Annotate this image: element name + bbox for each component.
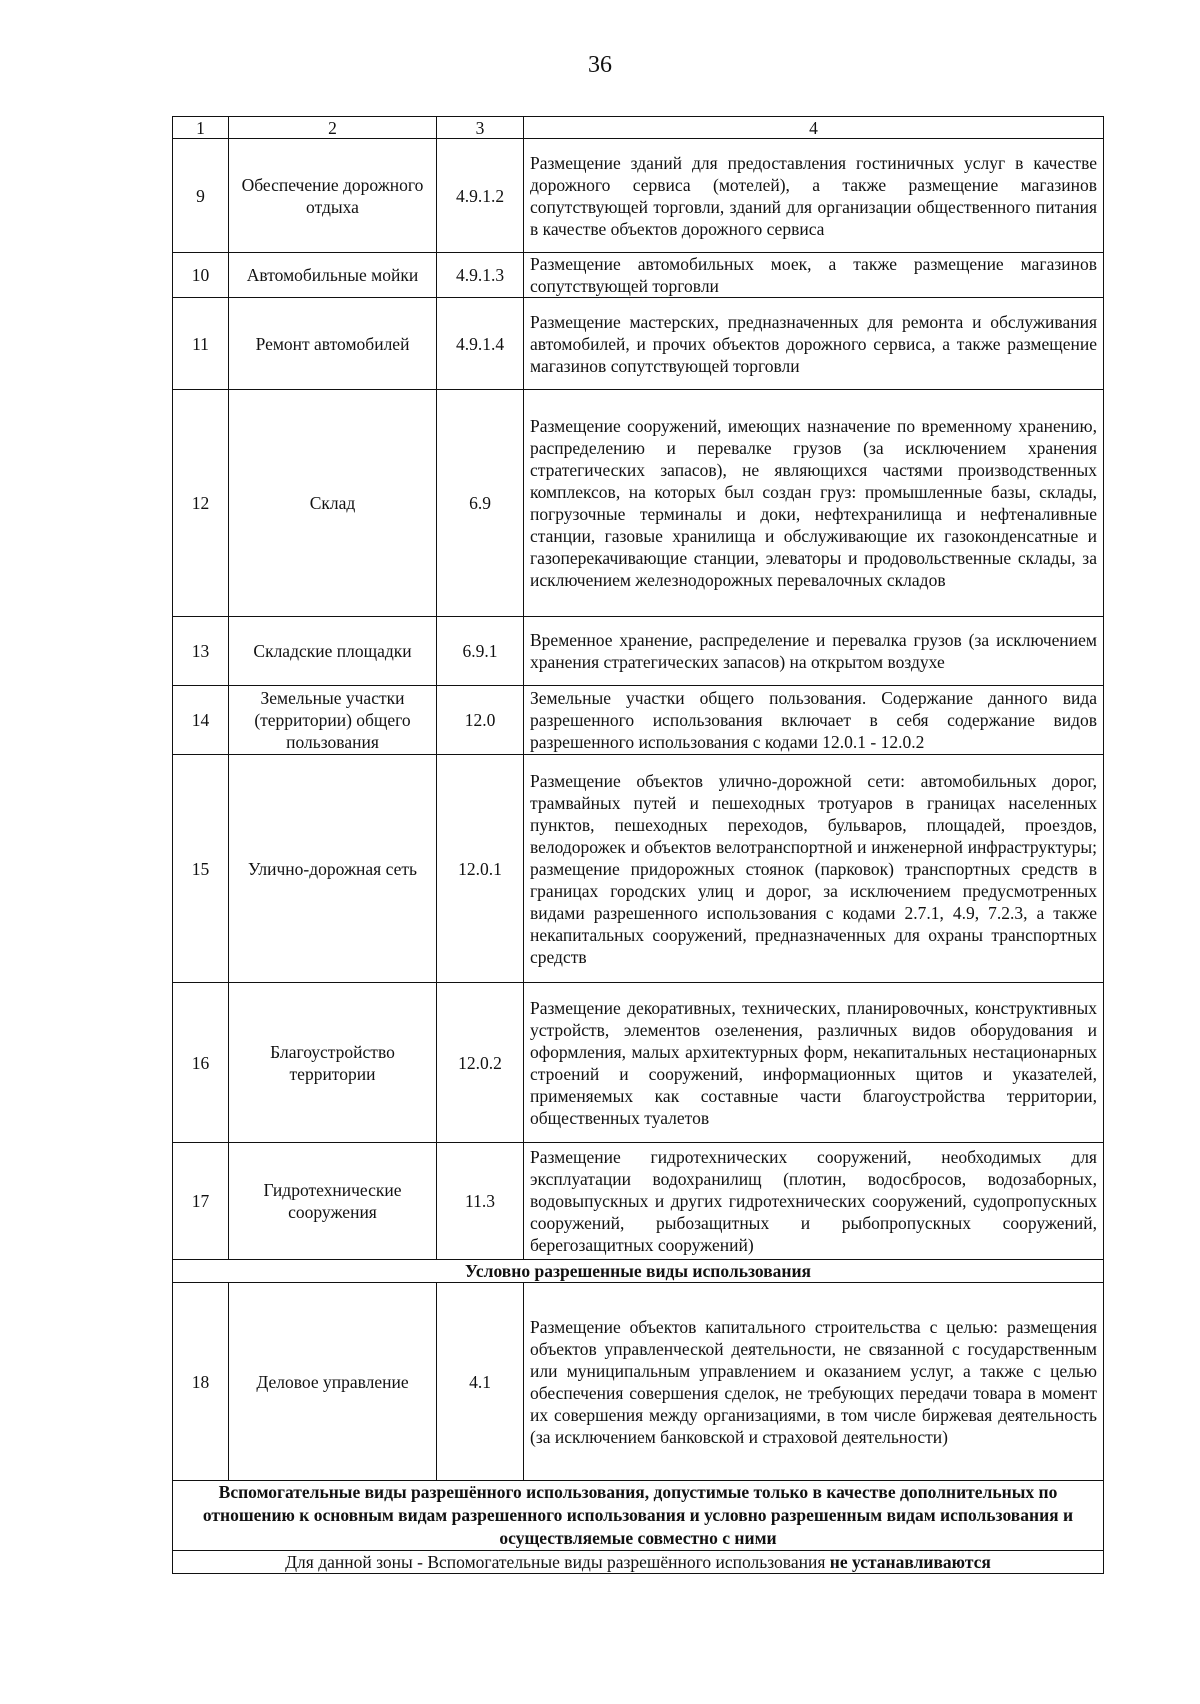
- use-type-code: 12.0.1: [437, 755, 524, 983]
- table-row: [173, 617, 1104, 686]
- use-type-description: Размещение объектов улично-дорожной сети: автомобильных дорог, трамвайных путей и пешеходных тротуаров в границах населенных пунктов, пешеходных переходов, бульваров, площадей, проездов, велодорожек и объектов велотранспортной и инженерной инфраструктуры; размещение придорожных стоянок (парковок) транспортных средств в границах городских улиц и дорог, за исключением предусмотренных видами разрешенного использования с кодами 2.7.1, 4.9, 7.2.3, а также некапитальных сооружений, предназначенных для охраны транспортных средств: [524, 755, 1104, 983]
- use-type-name: Обеспечение дорожного отдыха: [229, 139, 437, 253]
- use-type-description: Размещение объектов капитального строительства с целью: размещения объектов управленческой деятельности, не связанной с государственным или муниципальным управлением и оказанием услуг, а также с целью обеспечения совершения сделок, не требующих передачи товара в момент их совершения между организациями, в том числе биржевая деятельность (за исключением банковской и страховой деятельности): [524, 1283, 1104, 1481]
- row-number: 13: [173, 617, 229, 686]
- auxiliary-heading: Вспомогательные виды разрешённого использования, допустимые только в качестве дополнительных по отношению к основным видам разрешенного использования и условно разрешенным видам использования и осуществляемые совместно с ними: [173, 1481, 1104, 1551]
- use-type-description: Земельные участки общего пользования. Содержание данного вида разрешенного использования включает в себя содержание видов разрешенного использования с кодами 12.0.1 - 12.0.2: [524, 686, 1104, 755]
- table-row: [173, 390, 1104, 617]
- auxiliary-note-text: Для данной зоны - Вспомогательные виды разрешённого использования: [285, 1552, 830, 1572]
- row-number: 9: [173, 139, 229, 253]
- use-type-name: Склад: [229, 390, 437, 617]
- row-number: 16: [173, 983, 229, 1143]
- header-col-2: 2: [229, 117, 437, 139]
- land-use-table: [172, 116, 1104, 1574]
- auxiliary-heading-row: [173, 1481, 1104, 1551]
- use-type-code: 4.9.1.2: [437, 139, 524, 253]
- table-row: [173, 983, 1104, 1143]
- row-number: 17: [173, 1143, 229, 1260]
- table-row: [173, 253, 1104, 298]
- use-type-code: 12.0: [437, 686, 524, 755]
- use-type-description: Размещение декоративных, технических, планировочных, конструктивных устройств, элементов озеленения, различных видов оборудования и оформления, малых архитектурных форм, некапитальных нестационарных строений и сооружений, информационных щитов и указателей, применяемых как составные части благоустройства территории, общественных туалетов: [524, 983, 1104, 1143]
- table-row: [173, 755, 1104, 983]
- table-row: [173, 1283, 1104, 1481]
- header-col-3: 3: [437, 117, 524, 139]
- use-type-description: Размещение сооружений, имеющих назначение по временному хранению, распределению и перевалке грузов (за исключением хранения стратегических запасов), не являющихся частями производственных комплексов, на которых был создан груз: промышленные базы, склады, погрузочные терминалы и доки, нефтехранилища и нефтеналивные станции, газовые хранилища и обслуживающие их газоконденсатные и газоперекачивающие станции, элеваторы и продовольственные склады, за исключением железнодорожных перевалочных складов: [524, 390, 1104, 617]
- table-row: [173, 139, 1104, 253]
- row-number: 11: [173, 298, 229, 390]
- table-row: [173, 298, 1104, 390]
- page-number: 36: [588, 52, 612, 78]
- use-type-name: Ремонт автомобилей: [229, 298, 437, 390]
- header-col-1: 1: [173, 117, 229, 139]
- table-row: [173, 1143, 1104, 1260]
- use-type-code: 11.3: [437, 1143, 524, 1260]
- use-type-code: 4.9.1.3: [437, 253, 524, 298]
- table-header-row: [173, 117, 1104, 139]
- use-type-description: Размещение мастерских, предназначенных для ремонта и обслуживания автомобилей, и прочих объектов дорожного сервиса, а также размещение магазинов сопутствующей торговли: [524, 298, 1104, 390]
- auxiliary-note: [173, 1551, 1104, 1574]
- row-number: 18: [173, 1283, 229, 1481]
- use-type-code: 4.1: [437, 1283, 524, 1481]
- row-number: 14: [173, 686, 229, 755]
- use-type-code: 6.9.1: [437, 617, 524, 686]
- conditional-section-row: [173, 1260, 1104, 1283]
- use-type-name: Гидротехнические сооружения: [229, 1143, 437, 1260]
- use-type-description: Размещение гидротехнических сооружений, необходимых для эксплуатации водохранилищ (плотин, водосбросов, водозаборных, водовыпускных и других гидротехнических сооружений, судопропускных сооружений, рыбозащитных и рыбопропускных сооружений, берегозащитных сооружений): [524, 1143, 1104, 1260]
- header-col-4: 4: [524, 117, 1104, 139]
- use-type-name: Складские площадки: [229, 617, 437, 686]
- use-type-name: Благоустройство территории: [229, 983, 437, 1143]
- use-type-name: Деловое управление: [229, 1283, 437, 1481]
- use-type-name: Автомобильные мойки: [229, 253, 437, 298]
- use-type-code: 4.9.1.4: [437, 298, 524, 390]
- use-type-description: Размещение автомобильных моек, а также размещение магазинов сопутствующей торговли: [524, 253, 1104, 298]
- auxiliary-note-row: [173, 1551, 1104, 1574]
- use-type-code: 12.0.2: [437, 983, 524, 1143]
- auxiliary-note-emphasis: не устанавливаются: [829, 1552, 991, 1572]
- row-number: 15: [173, 755, 229, 983]
- use-type-description: Временное хранение, распределение и перевалка грузов (за исключением хранения стратегических запасов) на открытом воздухе: [524, 617, 1104, 686]
- table-row: [173, 686, 1104, 755]
- use-type-name: Улично-дорожная сеть: [229, 755, 437, 983]
- use-type-code: 6.9: [437, 390, 524, 617]
- row-number: 10: [173, 253, 229, 298]
- conditional-section-title: Условно разрешенные виды использования: [173, 1260, 1104, 1283]
- use-type-name: Земельные участки (территории) общего пользования: [229, 686, 437, 755]
- row-number: 12: [173, 390, 229, 617]
- use-type-description: Размещение зданий для предоставления гостиничных услуг в качестве дорожного сервиса (мотелей), а также размещение магазинов сопутствующей торговли, зданий для организации общественного питания в качестве объектов дорожного сервиса: [524, 139, 1104, 253]
